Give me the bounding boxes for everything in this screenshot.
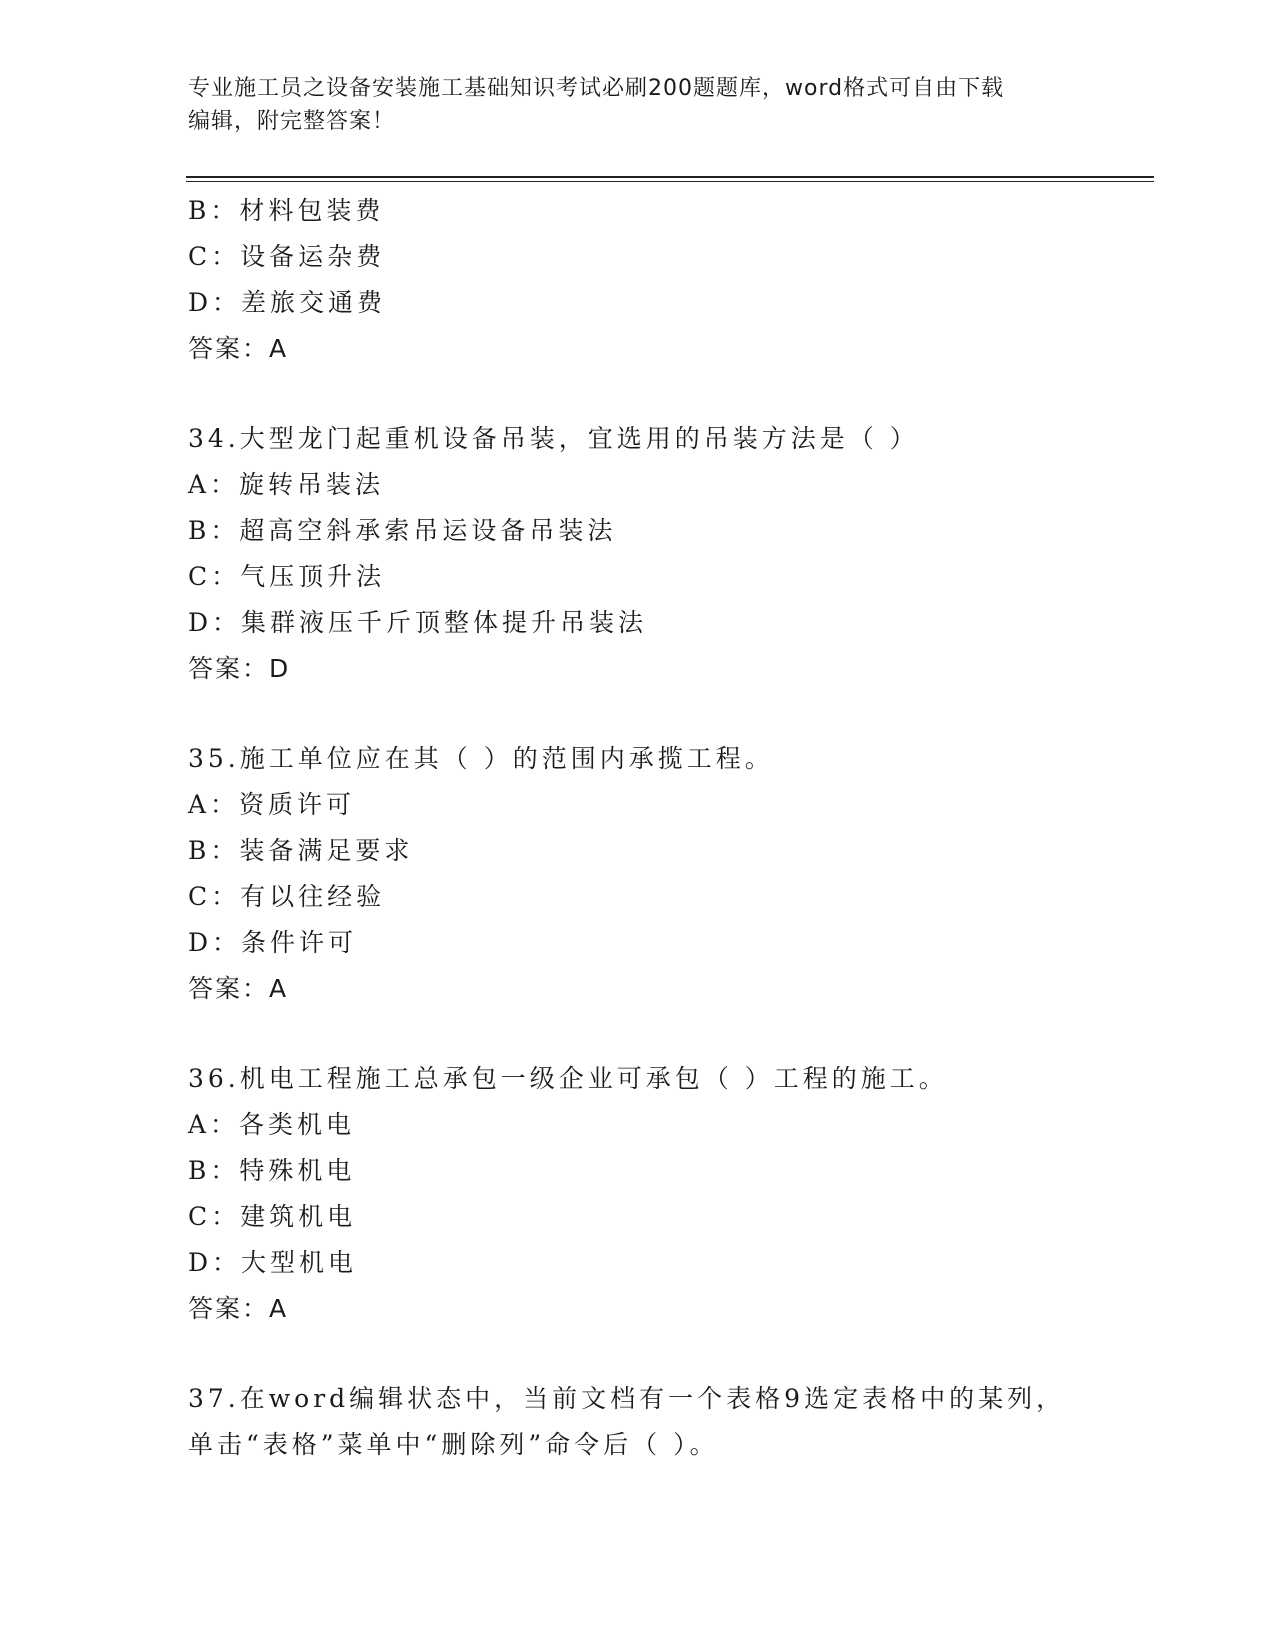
question-block-37: [188, 1376, 1148, 1468]
question-text: 34.大型龙门起重机设备吊装，宜选用的吊装方法是（ ）: [188, 424, 919, 453]
spacer: [188, 1332, 1148, 1376]
option-d: D：差旅交通费: [188, 288, 387, 317]
option-a: A：各类机电: [188, 1110, 356, 1139]
header-title-line-2: 编辑，附完整答案！: [188, 109, 396, 134]
document-header: [188, 72, 1068, 138]
option-c: C：设备运杂费: [188, 242, 386, 271]
spacer: [188, 692, 1148, 736]
option-b: B：特殊机电: [188, 1156, 356, 1185]
header-title-line-1: 专业施工员之设备安装施工基础知识考试必刷200题题库，word格式可自由下载: [188, 76, 1005, 101]
answer-label: 答案：A: [188, 974, 289, 1003]
option-a: A：旋转吊装法: [188, 470, 385, 499]
question-text: 35.施工单位应在其（ ）的范围内承揽工程。: [188, 744, 774, 773]
question-text-line-1: 37.在word编辑状态中，当前文档有一个表格9选定表格中的某列，: [188, 1384, 1066, 1413]
question-text-line-2: 单击“表格”菜单中“删除列”命令后（ ）。: [188, 1430, 719, 1459]
spacer: [188, 1012, 1148, 1056]
option-b: B：材料包装费: [188, 196, 385, 225]
header-divider-thin: [186, 181, 1154, 182]
option-d: D：大型机电: [188, 1248, 358, 1277]
option-b: B：装备满足要求: [188, 836, 414, 865]
option-d: D：集群液压千斤顶整体提升吊装法: [188, 608, 648, 637]
spacer: [188, 372, 1148, 416]
answer-label: 答案：D: [188, 654, 291, 683]
header-divider-thick: [186, 176, 1154, 178]
answer-label: 答案：A: [188, 1294, 289, 1323]
question-block-34: [188, 416, 1148, 692]
question-text: 36.机电工程施工总承包一级企业可承包（ ）工程的施工。: [188, 1064, 948, 1093]
option-a: A：资质许可: [188, 790, 356, 819]
option-c: C：有以往经验: [188, 882, 386, 911]
question-list: [188, 188, 1148, 1468]
question-block-33: [188, 188, 1148, 372]
question-block-35: [188, 736, 1148, 1012]
option-c: C：建筑机电: [188, 1202, 357, 1231]
option-d: D：条件许可: [188, 928, 358, 957]
option-c: C：气压顶升法: [188, 562, 386, 591]
answer-label: 答案：A: [188, 334, 289, 363]
question-block-36: [188, 1056, 1148, 1332]
option-b: B：超高空斜承索吊运设备吊装法: [188, 516, 617, 545]
